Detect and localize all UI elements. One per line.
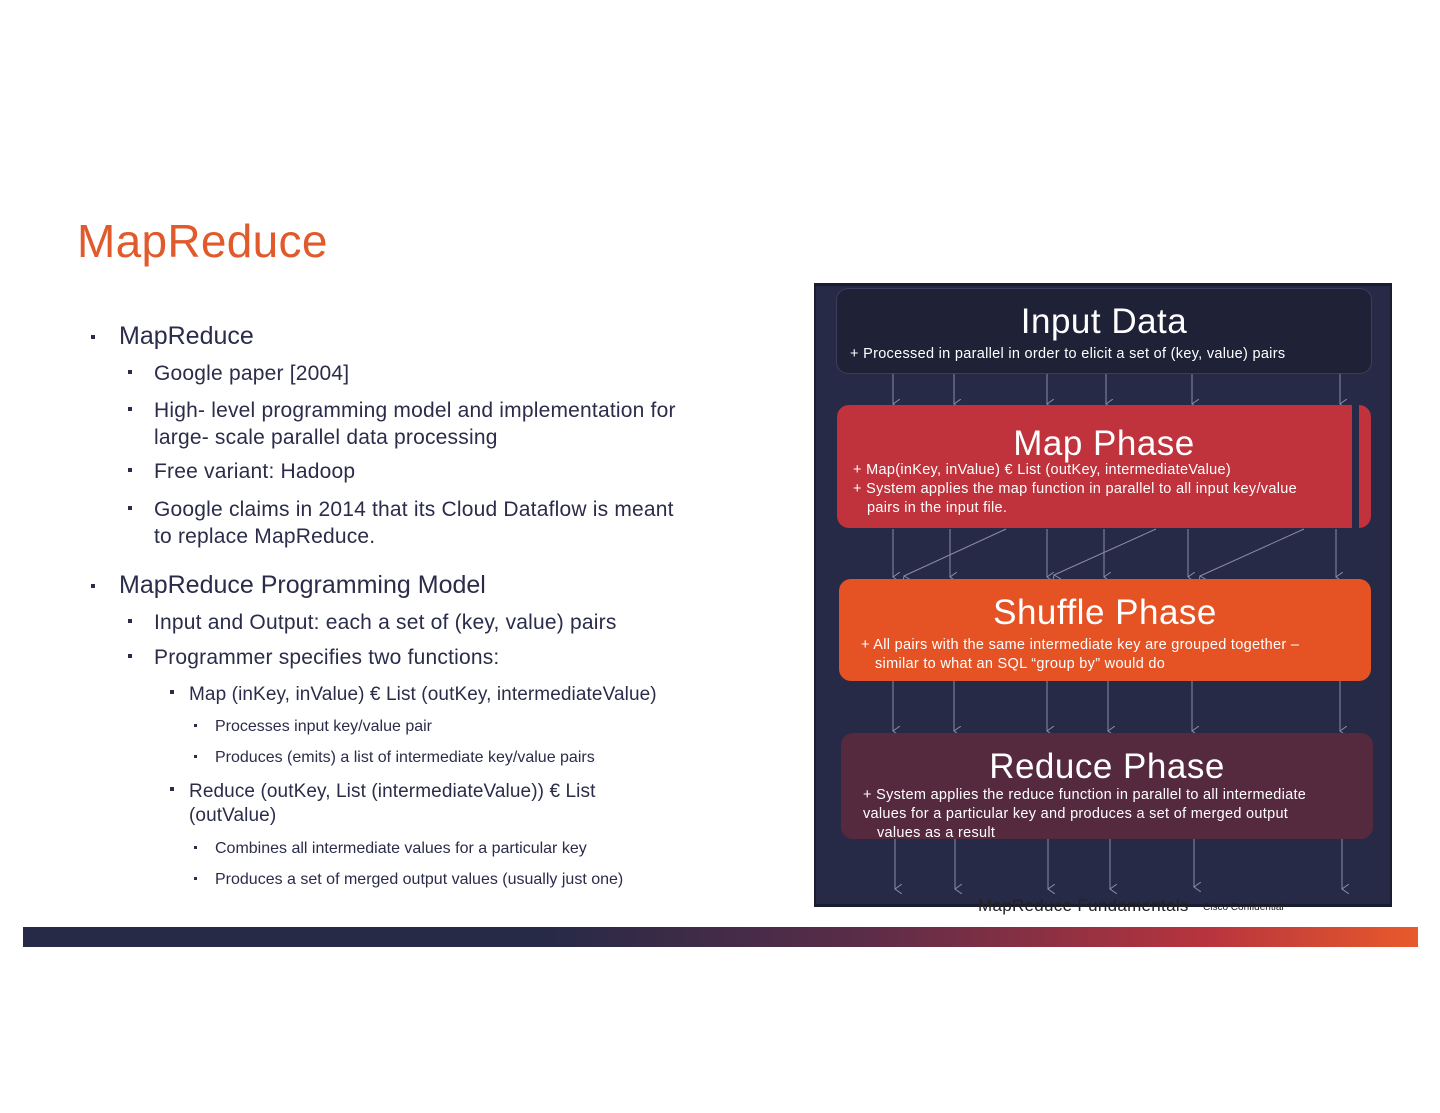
bottom-gradient-bar bbox=[23, 927, 1418, 947]
bullet-marker bbox=[194, 755, 197, 758]
diagram-frame bbox=[814, 283, 816, 907]
bullet-text: Processes input key/value pair bbox=[215, 718, 432, 735]
bullet-text: High- level programming model and implementation for bbox=[154, 399, 676, 422]
bullet-level4 bbox=[215, 840, 587, 858]
bullet-text: Google paper [2004] bbox=[154, 362, 350, 385]
bullet-text: Combines all intermediate values for a particular key bbox=[215, 840, 587, 857]
bullet-level2 bbox=[154, 611, 617, 635]
bullet-text: Produces a set of merged output values (usually just one) bbox=[215, 871, 624, 888]
bullet-level3 bbox=[189, 781, 595, 803]
input-data-text: + Processed in parallel in order to elicit a set of (key, value) pairs bbox=[850, 346, 1286, 362]
reduce-phase-text: values for a particular key and produces a set of merged output bbox=[863, 806, 1289, 822]
map-phase-text: + Map(inKey, inValue) € List (outKey, intermediateValue) bbox=[853, 462, 1232, 478]
bullet-text: Reduce (outKey, List (intermediateValue)) € List bbox=[189, 781, 596, 802]
bullet-continuation: to replace MapReduce. bbox=[154, 525, 376, 548]
bullet-level4 bbox=[215, 871, 623, 889]
shuffle-phase-title: Shuffle Phase bbox=[993, 593, 1217, 632]
bullet-marker bbox=[128, 407, 132, 411]
reduce-phase-text: + System applies the reduce function in parallel to all intermediate bbox=[863, 787, 1307, 803]
bullet-marker bbox=[128, 654, 132, 658]
bullet-text: Map (inKey, inValue) € List (outKey, intermediateValue) bbox=[189, 684, 657, 705]
bullet-text: Google claims in 2014 that its Cloud Dataflow is meant bbox=[154, 498, 674, 521]
bullet-continuation: large- scale parallel data processing bbox=[154, 426, 498, 449]
map-phase-text: pairs in the input file. bbox=[867, 500, 1008, 516]
bullet-level2 bbox=[154, 646, 499, 670]
bullet-marker bbox=[128, 468, 132, 472]
bullet-marker bbox=[170, 787, 174, 791]
shuffle-phase-box bbox=[839, 579, 1371, 681]
bullet-level4 bbox=[215, 718, 432, 736]
bullet-text: MapReduce bbox=[119, 322, 254, 350]
reduce-phase-box bbox=[841, 733, 1373, 839]
bullet-text: MapReduce Programming Model bbox=[119, 571, 486, 599]
bullet-level2 bbox=[154, 362, 349, 386]
bullet-level1 bbox=[119, 322, 254, 351]
mapreduce-diagram bbox=[814, 283, 1392, 907]
bullet-text: Input and Output: each a set of (key, value) pairs bbox=[154, 611, 617, 634]
slide-title: MapReduce bbox=[77, 215, 328, 267]
shuffle-phase-text: similar to what an SQL “group by” would do bbox=[875, 656, 1166, 672]
bullet-text: Free variant: Hadoop bbox=[154, 460, 356, 483]
footer-label: MapReduce Fundamentals bbox=[978, 896, 1189, 915]
reduce-phase-text: values as a result bbox=[877, 825, 996, 841]
bullet-level2 bbox=[154, 498, 674, 522]
map-phase-text: + System applies the map function in parallel to all input key/value bbox=[853, 481, 1297, 497]
bullet-marker bbox=[128, 506, 132, 510]
bullet-continuation: (outValue) bbox=[189, 805, 277, 826]
bullet-text: Produces (emits) a list of intermediate key/value pairs bbox=[215, 749, 595, 766]
diagram-frame bbox=[1390, 283, 1392, 907]
bullet-level4 bbox=[215, 749, 595, 767]
bullet-marker bbox=[194, 877, 197, 880]
reduce-phase-title: Reduce Phase bbox=[989, 747, 1225, 786]
bullet-level1 bbox=[119, 571, 486, 600]
bullet-marker bbox=[170, 690, 174, 694]
footer-confidential: Cisco Confidential bbox=[1203, 902, 1284, 913]
bullet-marker bbox=[194, 846, 197, 849]
bullet-text: Programmer specifies two functions: bbox=[154, 646, 500, 669]
map-phase-box bbox=[837, 405, 1371, 528]
bullet-level3 bbox=[189, 684, 657, 706]
bullet-marker bbox=[91, 335, 95, 339]
bullet-level2 bbox=[154, 460, 355, 484]
bullet-marker bbox=[194, 724, 197, 727]
diagram-frame bbox=[814, 283, 1392, 286]
bullet-marker bbox=[128, 619, 132, 623]
shuffle-phase-text: + All pairs with the same intermediate key are grouped together – bbox=[861, 637, 1300, 653]
bullet-marker bbox=[128, 370, 132, 374]
input-data-title: Input Data bbox=[1020, 302, 1188, 341]
bullet-level2 bbox=[154, 399, 676, 423]
input-data-box bbox=[836, 288, 1372, 374]
bullet-marker bbox=[91, 584, 95, 588]
map-phase-title: Map Phase bbox=[1013, 424, 1195, 463]
